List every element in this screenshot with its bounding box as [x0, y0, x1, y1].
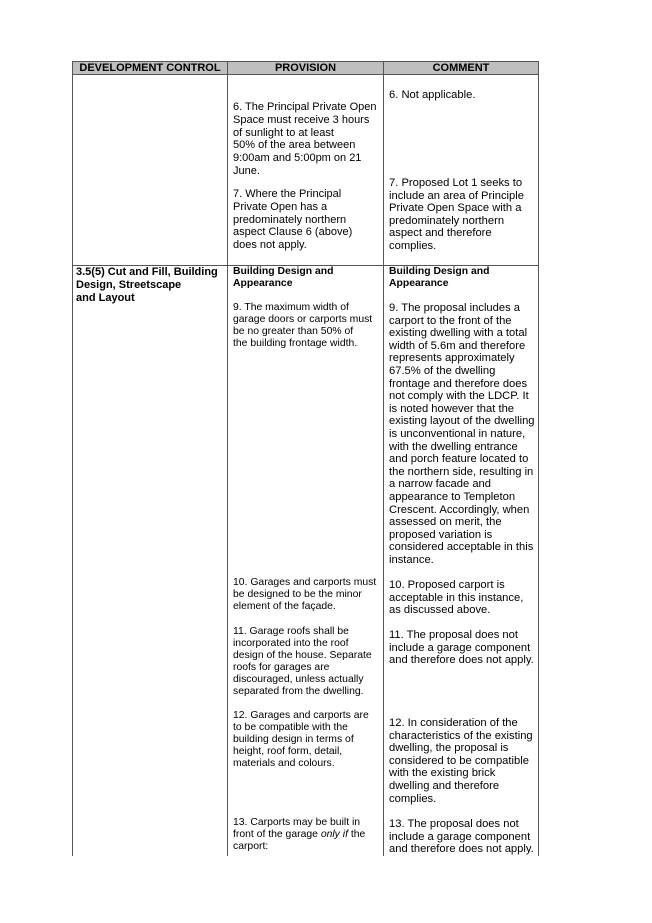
column-divider-2: [383, 75, 384, 856]
table-border-left: [72, 75, 73, 856]
control-cut-and-fill-building-design: 3.5(5) Cut and Fill, Building Design, Streetscape and Layout: [76, 266, 218, 304]
provision-13-text-end: the carport:: [233, 829, 366, 853]
column-divider-1: [227, 75, 228, 856]
comment-6: 6. Not applicable.: [389, 89, 476, 101]
provision-9: 9. The maximum width of garage doors or carports must be no greater than 50% of the building frontage width.: [233, 302, 373, 350]
comment-12: 12. In consideration of the characteristics of the existing dwelling, the proposal is considered to be compatible with the existing brick dwelling and therefore complies.: [389, 717, 533, 805]
provision-13: [233, 817, 381, 853]
development-control-table: [72, 61, 539, 856]
provision-7: 7. Where the Principal Private Open has a predominately northern aspect Clause 6 (above) does not apply.: [233, 188, 353, 252]
table-border-right: [538, 75, 539, 856]
provision-12: 12. Garages and carports are to be compatible with the building design in terms of height, roof form, detail, materials and colours.: [233, 710, 369, 770]
header-comment: COMMENT: [383, 61, 539, 75]
provision-subheading: Building Design and Appearance: [233, 266, 334, 290]
comment-9: 9. The proposal includes a carport to the front of the existing dwelling with a total width of 5.6m and therefore represents approximately 67.5% of the dwelling frontage and therefore does not comply with the LDCP. It is noted however that the existing layout of the dwelling is unconventional in nature, with the dwelling entrance and porch feature located to the northern side, resulting in a narrow facade and appearance to Templeton Crescent. Accordingly, when assessed on merit, the proposed variation is considered acceptable in this instance.: [389, 302, 535, 566]
comment-13: 13. The proposal does not include a garage component and therefore does not apply.: [389, 818, 534, 856]
comment-7: 7. Proposed Lot 1 seeks to include an area of Principle Private Open Space with a predominately northern aspect and therefore complies.: [389, 177, 524, 252]
provision-13-emphasis: only if: [320, 829, 348, 841]
provision-6: 6. The Principal Private Open Space must receive 3 hours of sunlight to at least 50% of the area between 9:00am and 5:00pm on 21 June.: [233, 101, 377, 177]
header-development-control: DEVELOPMENT CONTROL: [72, 61, 228, 75]
provision-11: 11. Garage roofs shall be incorporated into the roof design of the house. Separate roofs for garages are discouraged, unless actually separated from the dwelling.: [233, 626, 372, 698]
provision-10: 10. Garages and carports must be designed to be the minor element of the façade.: [233, 577, 377, 613]
comment-11: 11. The proposal does not include a garage component and therefore does not apply.: [389, 629, 534, 667]
provision-13-text-start: 13. Carports may be built in front of the garage: [233, 817, 361, 841]
comment-10: 10. Proposed carport is acceptable in this instance, as discussed above.: [389, 579, 524, 617]
header-provision: PROVISION: [227, 61, 384, 75]
comment-subheading: Building Design and Appearance: [389, 266, 490, 290]
